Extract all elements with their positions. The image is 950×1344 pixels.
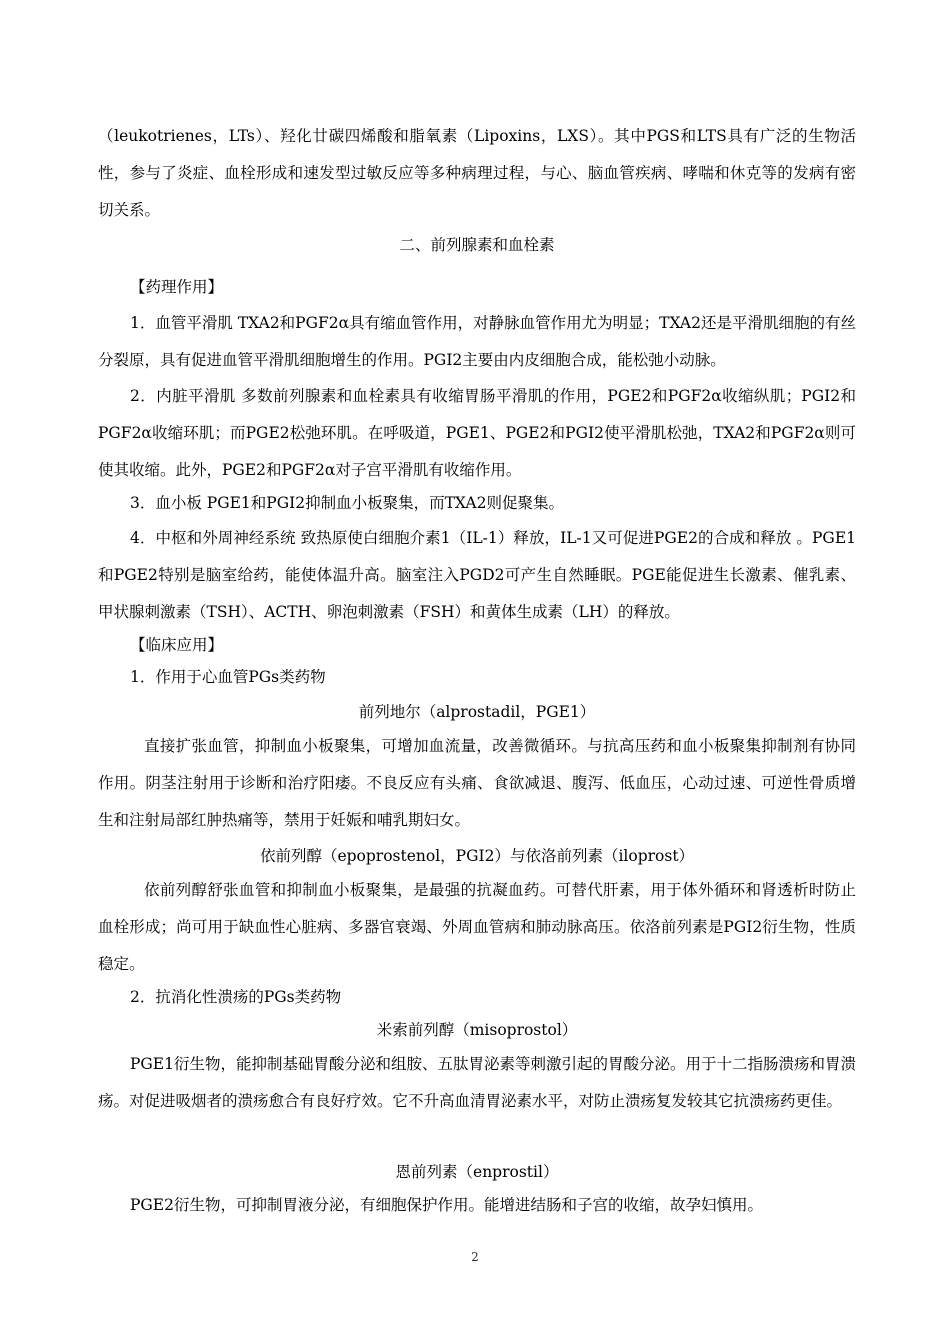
pharmacology-item-4: 4．中枢和外周神经系统 致热原使白细胞介素1（IL-1）释放，IL-1又可促进PGE2的合成和释放 。PGE1和PGE2特别是脑室给药，能使体温升高。脑室注入PGD2可产生自然睡眠。PGE能促进生长激素、催乳素、甲状腺刺激素（TSH）、ACTH、卵泡刺激素（FSH）和黄体生成素（LH）的释放。 <box>98 529 856 621</box>
clinical-subheading-2: 2．抗消化性溃疡的PGs类药物 <box>130 988 342 1006</box>
section-title: 二、前列腺素和血栓素 <box>399 236 555 254</box>
clinical-heading: 【临床应用】 <box>130 636 224 654</box>
drug-text-enprostil: PGE2衍生物，可抑制胃液分泌，有细胞保护作用。能增进结肠和子宫的收缩，故孕妇慎用。 <box>130 1196 763 1214</box>
drug-title-enprostil: 恩前列素（enprostil） <box>395 1163 559 1181</box>
pharmacology-item-2: 2．内脏平滑肌 多数前列腺素和血栓素具有收缩胃肠平滑肌的作用，PGE2和PGF2α收缩纵肌；PGI2和PGF2α收缩环肌；而PGE2松弛环肌。在呼吸道，PGE1、PGE2和PGI2使平滑肌松弛，TXA2和PGF2α则可使其收缩。此外，PGE2和PGF2α对子宫平滑肌有收缩作用。 <box>98 387 856 479</box>
pharmacology-item-1: 1．血管平滑肌 TXA2和PGF2α具有缩血管作用，对静脉血管作用尤为明显；TXA2还是平滑肌细胞的有丝分裂原，具有促进血管平滑肌细胞增生的作用。PGI2主要由内皮细胞合成，能松弛小动脉。 <box>98 314 856 369</box>
drug-title-epoprostenol: 依前列醇（epoprostenol，PGI2）与依洛前列素（iloprost） <box>259 847 695 865</box>
drug-text-epoprostenol: 依前列醇舒张血管和抑制血小板聚集，是最强的抗凝血药。可替代肝素，用于体外循环和肾透析时防止血栓形成；尚可用于缺血性心脏病、多器官衰竭、外周血管病和肺动脉高压。依洛前列素是PGI2衍生物，性质稳定。 <box>98 881 856 973</box>
drug-title-alprostadil: 前列地尔（alprostadil，PGE1） <box>358 703 596 721</box>
drug-text-alprostadil: 直接扩张血管，抑制血小板聚集，可增加血流量，改善微循环。与抗高压药和血小板聚集抑制剂有协同作用。阴茎注射用于诊断和治疗阳痿。不良反应有头痛、食欲减退、腹泻、低血压，心动过速、可逆性骨质增生和注射局部红肿热痛等，禁用于妊娠和哺乳期妇女。 <box>98 737 856 829</box>
intro-paragraph: （leukotrienes，LTs）、羟化廿碳四烯酸和脂氧素（Lipoxins，LXS）。其中PGS和LTS具有广泛的生物活性，参与了炎症、血栓形成和速发型过敏反应等多种病理过程，与心、脑血管疾病、哮喘和休克等的发病有密切关系。 <box>98 127 856 219</box>
drug-title-misoprostol: 米索前列醇（misoprostol） <box>376 1021 578 1039</box>
pharmacology-heading: 【药理作用】 <box>130 278 224 296</box>
pharmacology-item-3: 3．血小板 PGE1和PGI2抑制血小板聚集，而TXA2则促聚集。 <box>130 494 564 512</box>
page-number: 2 <box>471 1250 479 1264</box>
clinical-subheading-1: 1．作用于心血管PGs类药物 <box>130 668 326 686</box>
drug-text-misoprostol: PGE1衍生物，能抑制基础胃酸分泌和组胺、五肽胃泌素等刺激引起的胃酸分泌。用于十二指肠溃疡和胃溃疡。对促进吸烟者的溃疡愈合有良好疗效。它不升高血清胃泌素水平，对防止溃疡复发较其它抗溃疡药更佳。 <box>98 1055 856 1110</box>
